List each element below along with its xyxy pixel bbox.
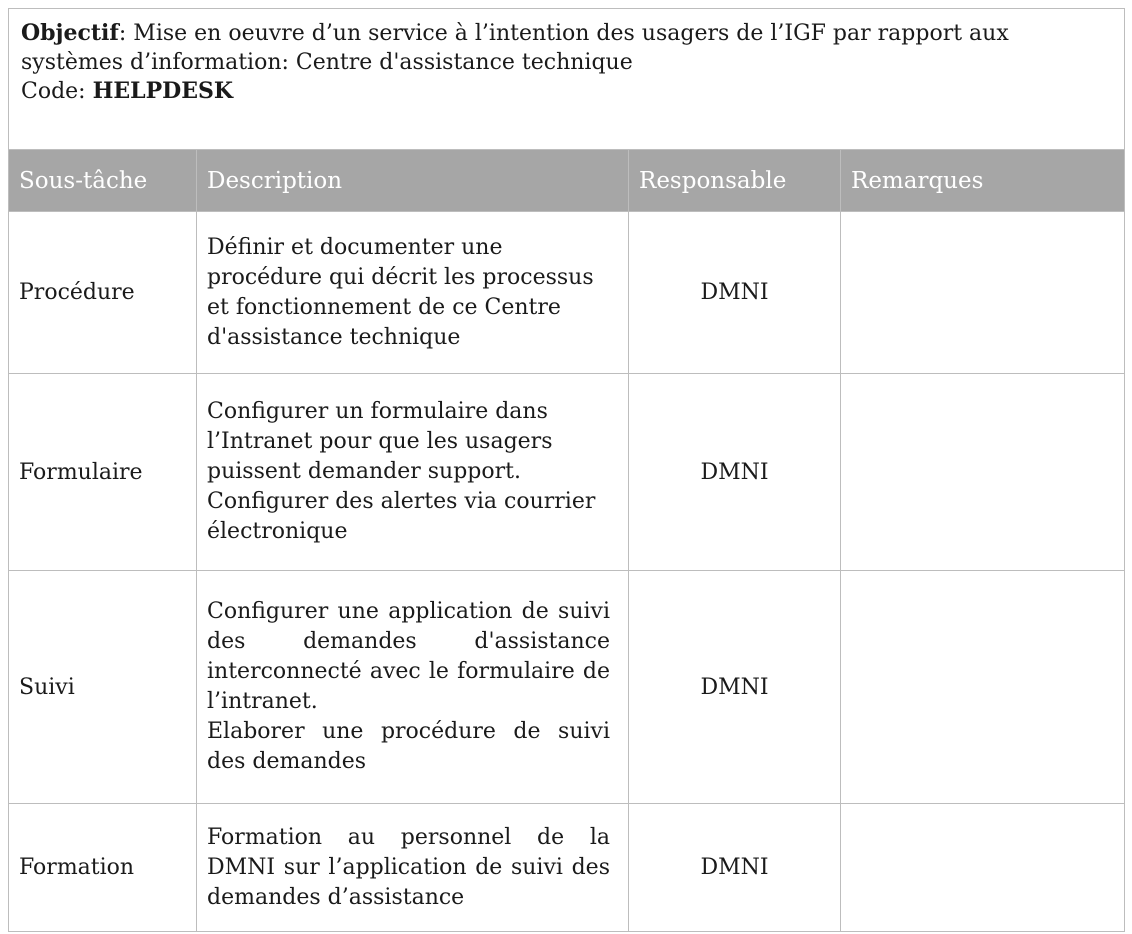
description-line: Définir et documenter une procédure qui décrit les processus et fonctionnement de ce Centre d'assistance technique xyxy=(207,234,594,350)
task-cell: Formulaire xyxy=(9,374,197,571)
description-cell xyxy=(197,374,629,571)
table-row xyxy=(9,212,1125,374)
header-sous-tache: Sous-tâche xyxy=(9,150,197,212)
description-cell xyxy=(197,212,629,374)
objective-cell xyxy=(9,9,1125,150)
objective-row xyxy=(9,9,1125,150)
responsable-cell: DMNI xyxy=(629,212,841,374)
description-line: Configurer un formulaire dans l’Intranet pour que les usagers puissent demander support. xyxy=(207,399,553,484)
header-description: Description xyxy=(197,150,629,212)
description-line: Configurer une application de suivi des demandes d'assistance interconnecté avec le formulaire de l’intranet. xyxy=(207,599,610,714)
task-cell: Procédure xyxy=(9,212,197,374)
remarques-cell xyxy=(841,571,1125,804)
remarques-cell xyxy=(841,804,1125,932)
description-line: Configurer des alertes via courrier électronique xyxy=(207,489,596,544)
remarques-cell xyxy=(841,374,1125,571)
header-remarques: Remarques xyxy=(841,150,1125,212)
header-responsable: Responsable xyxy=(629,150,841,212)
responsable-cell: DMNI xyxy=(629,571,841,804)
code-label: Code: xyxy=(21,79,93,104)
description-line: Elaborer une procédure de suivi des demandes xyxy=(207,719,610,774)
responsable-cell: DMNI xyxy=(629,374,841,571)
table-header-row xyxy=(9,150,1125,212)
description-cell xyxy=(197,571,629,804)
task-cell: Suivi xyxy=(9,571,197,804)
table-row xyxy=(9,374,1125,571)
responsable-cell: DMNI xyxy=(629,804,841,932)
remarques-cell xyxy=(841,212,1125,374)
code-value: HELPDESK xyxy=(92,78,234,104)
description-line: Formation au personnel de la DMNI sur l’application de suivi des demandes d’assistance xyxy=(207,824,610,910)
objective-text: : Mise en oeuvre d’un service à l’intention des usagers de l’IGF par rapport aux systèmes d’information: Centre d'assistance technique xyxy=(21,21,1009,75)
task-table xyxy=(8,8,1125,932)
task-cell: Formation xyxy=(9,804,197,932)
description-cell xyxy=(197,804,629,932)
objective-label: Objectif xyxy=(21,20,119,46)
table-row xyxy=(9,571,1125,804)
table-row xyxy=(9,804,1125,932)
